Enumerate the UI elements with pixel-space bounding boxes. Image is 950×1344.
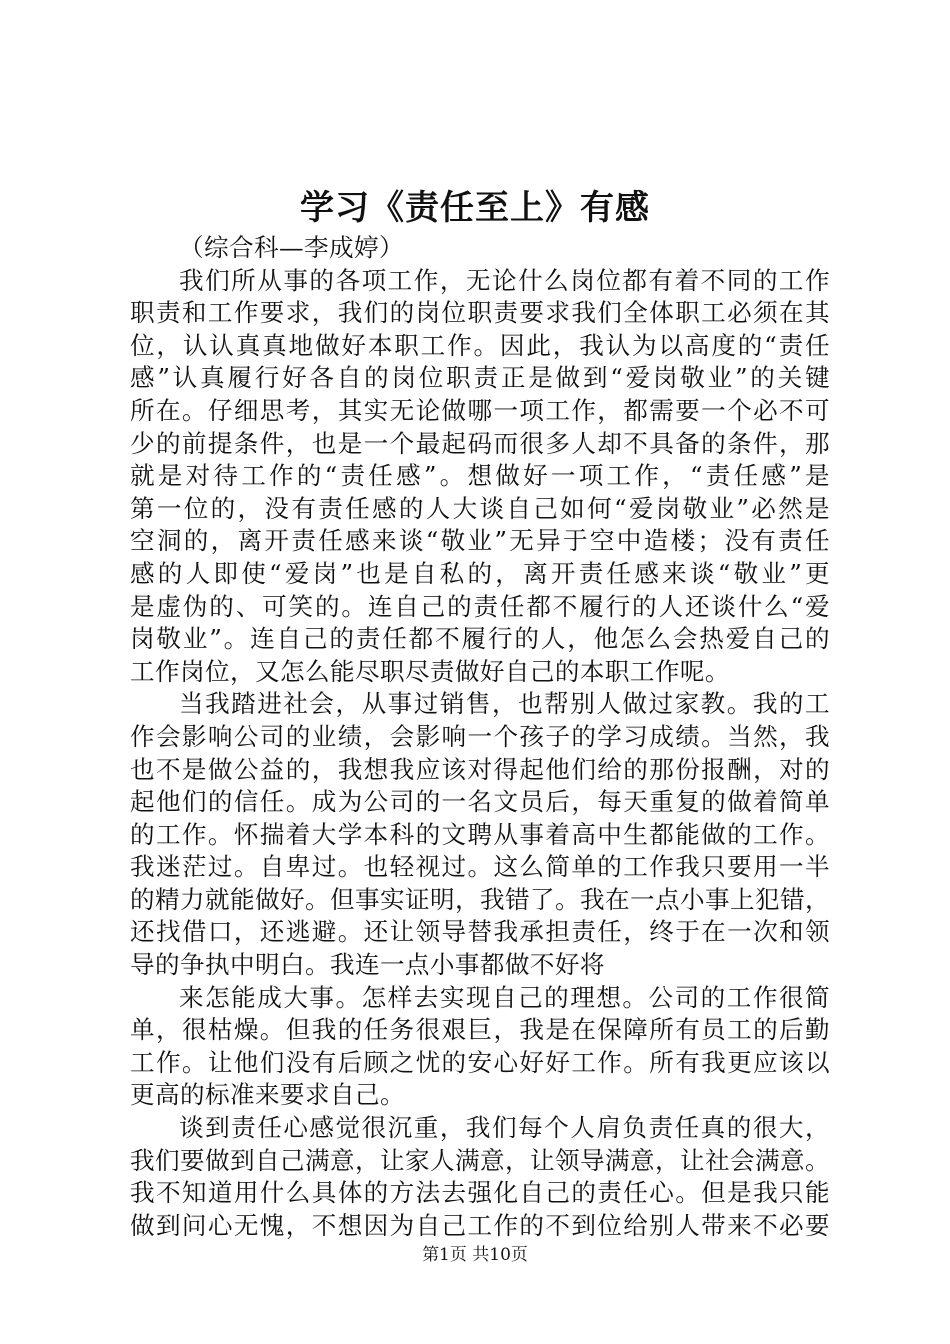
paragraph-4-line: 谈到责任心感觉很沉重，我们每个人肩负责任真的很大， [179, 1113, 830, 1143]
paragraph-1-line: 是虚伪的、可笑的。连自己的责任都不履行的人还谈什么“爱 [130, 591, 830, 621]
document-body [130, 232, 830, 1242]
paragraph-1-line: 所在。仔细思考，其实无论做哪一项工作，都需要一个必不可 [130, 395, 830, 425]
paragraph-4-line: 做到问心无愧，不想因为自己工作的不到位给别人带来不必要 [130, 1210, 830, 1240]
paragraph-2-line: 的精力就能做好。但事实证明，我错了。我在一点小事上犯错， [130, 884, 830, 914]
paragraph-1-line: 就是对待工作的“责任感”。想做好一项工作，“责任感”是 [130, 461, 830, 491]
paragraph-3-line: 来怎能成大事。怎样去实现自己的理想。公司的工作很简 [179, 982, 830, 1012]
author-line: （综合科—李成婷） [179, 233, 404, 262]
paragraph-1-line: 第一位的，没有责任感的人大谈自己如何“爱岗敬业”必然是 [130, 493, 830, 523]
paragraph-2-line: 当我踏进社会，从事过销售，也帮别人做过家教。我的工 [179, 689, 830, 719]
paragraph-2-line: 我迷茫过。自卑过。也轻视过。这么简单的工作我只要用一半 [130, 852, 830, 882]
paragraph-2-line: 导的争执中明白。我连一点小事都做不好将 [130, 950, 605, 980]
paragraph-2-line: 也不是做公益的，我想我应该对得起他们给的那份报酬，对的 [130, 754, 830, 784]
paragraph-2-line: 作会影响公司的业绩，会影响一个孩子的学习成绩。当然，我 [130, 721, 830, 751]
paragraph-3-line: 单，很枯燥。但我的任务很艰巨，我是在保障所有员工的后勤 [130, 1015, 830, 1045]
paragraph-2-line: 起他们的信任。成为公司的一名文员后，每天重复的做着简单 [130, 787, 830, 817]
paragraph-4-line: 我们要做到自己满意，让家人满意，让领导满意，让社会满意。 [130, 1145, 830, 1175]
page-number-footer: 第1页 共10页 [422, 1245, 528, 1265]
paragraph-1-line: 我们所从事的各项工作，无论什么岗位都有着不同的工作 [179, 265, 830, 295]
paragraph-1-line: 工作岗位，又怎么能尽职尽责做好自己的本职工作呢。 [130, 656, 730, 686]
paragraph-4-line: 我不知道用什么具体的方法去强化自己的责任心。但是我只能 [130, 1178, 830, 1208]
paragraph-1-line: 少的前提条件，也是一个最起码而很多人却不具备的条件，那 [130, 428, 830, 458]
paragraph-1-line: 空洞的，离开责任感来谈“敬业”无异于空中造楼；没有责任 [130, 526, 830, 556]
paragraph-1-line: 岗敬业”。连自己的责任都不履行的人，他怎么会热爱自己的 [130, 624, 830, 654]
paragraph-1-line: 感的人即使“爱岗”也是自私的，离开责任感来谈“敬业”更 [130, 558, 830, 588]
paragraph-1-line: 位，认认真真地做好本职工作。因此，我认为以高度的“责任 [130, 330, 830, 360]
paragraph-3-line: 工作。让他们没有后顾之忧的安心好好工作。所有我更应该以 [130, 1047, 830, 1077]
paragraph-3-line: 更高的标准来要求自己。 [130, 1080, 405, 1110]
paragraph-1-line: 职责和工作要求，我们的岗位职责要求我们全体职工必须在其 [130, 298, 830, 328]
paragraph-2-line: 的工作。怀揣着大学本科的文聘从事着高中生都能做的工作。 [130, 819, 830, 849]
document-title: 学习《责任至上》有感 [300, 188, 650, 228]
paragraph-1-line: 感”认真履行好各自的岗位职责正是做到“爱岗敬业”的关键 [130, 363, 830, 393]
paragraph-2-line: 还找借口，还逃避。还让领导替我承担责任，终于在一次和领 [130, 917, 830, 947]
